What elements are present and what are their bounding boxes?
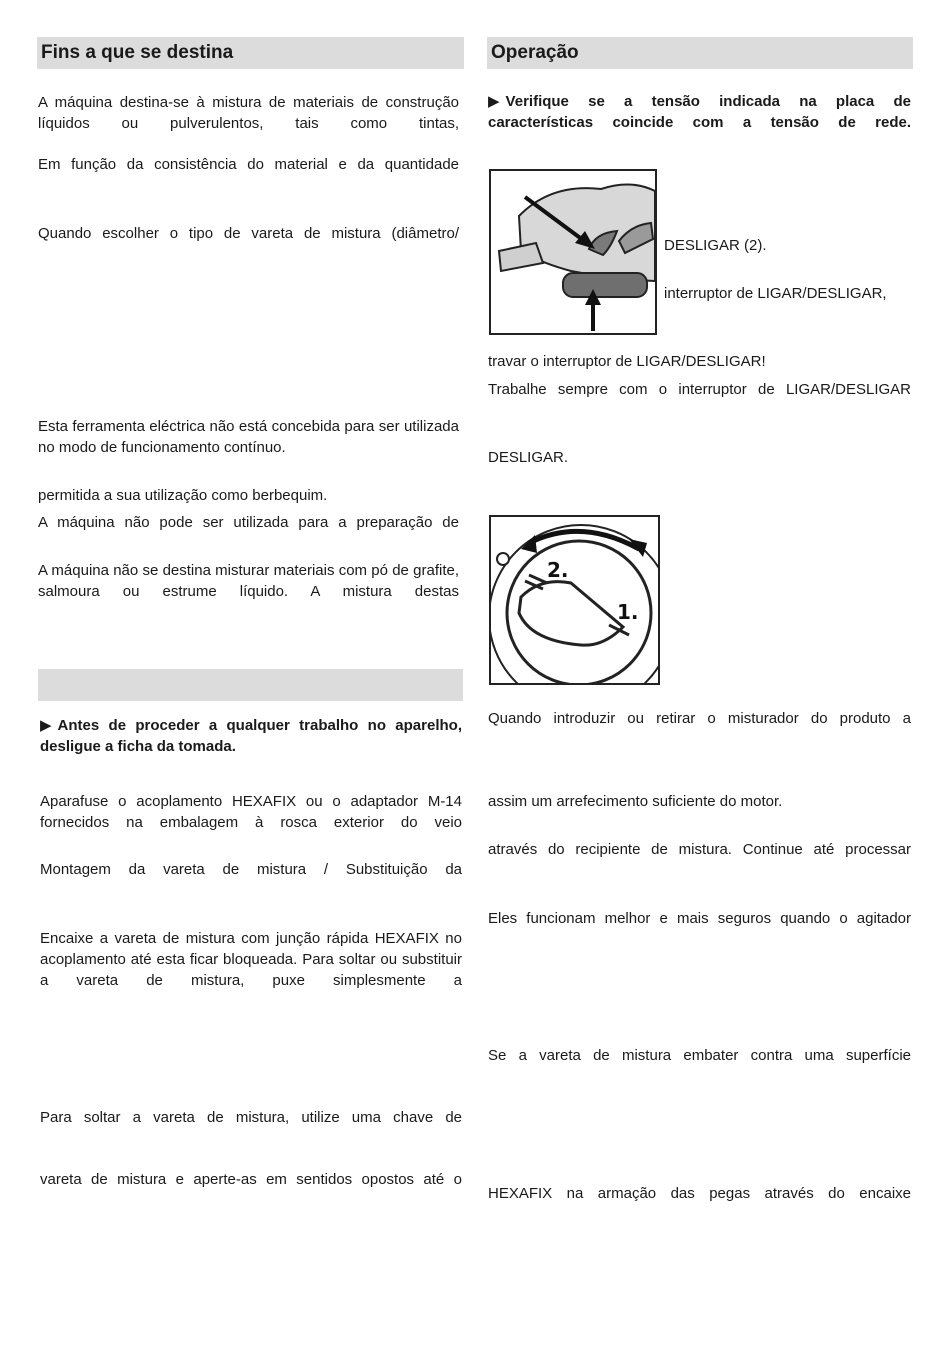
section-heading-blank (38, 669, 463, 701)
figure-caption: DESLIGAR (2). (664, 237, 767, 254)
paragraph: assim um arrefecimento suficiente do motor. (488, 793, 783, 810)
paragraph: Montagem da vareta de mistura / Substituição da (40, 861, 462, 878)
section-heading-purpose (37, 37, 464, 69)
paragraph: HEXAFIX na armação das pegas através do encaixe (488, 1185, 911, 1202)
warning-text: Verifique se a tensão indicada na placa de características coincide com a tensão de rede. (488, 93, 911, 131)
switch-illustration (489, 169, 657, 335)
heading-text: Operação (491, 42, 579, 63)
paragraph: Quando escolher o tipo de vareta de mistura (diâmetro/ (38, 225, 459, 242)
paragraph: Encaixe a vareta de mistura com junção rápida HEXAFIX no acoplamento até esta ficar bloqueada. Para soltar ou substituir a vareta de mistura, puxe simplesmente a (40, 930, 462, 989)
speed-dial-illustration (489, 515, 660, 685)
heading-text: Fins a que se destina (41, 42, 234, 63)
paragraph: Para soltar a vareta de mistura, utilize uma chave de (40, 1109, 462, 1126)
warning-text: Antes de proceder a qualquer trabalho no aparelho, desligue a ficha da tomada. (40, 717, 462, 755)
paragraph: A máquina não se destina misturar materiais com pó de grafite, salmoura ou estrume líquido. A mistura destas (38, 562, 459, 600)
figure-caption: interruptor de LIGAR/DESLIGAR, (664, 285, 887, 302)
speed-label-1: 1. (617, 600, 639, 624)
paragraph: vareta de mistura e aperte-as em sentidos opostos até o (40, 1171, 462, 1188)
paragraph: Em função da consistência do material e da quantidade (38, 156, 459, 173)
arrow-bullet-icon: ▶ (40, 717, 52, 734)
paragraph: Aparafuse o acoplamento HEXAFIX ou o adaptador M-14 fornecidos na embalagem à rosca exterior do veio (40, 793, 462, 831)
paragraph: Eles funcionam melhor e mais seguros quando o agitador (488, 910, 911, 927)
warning-paragraph (40, 715, 462, 757)
paragraph: através do recipiente de mistura. Continue até processar (488, 841, 911, 858)
paragraph: DESLIGAR. (488, 449, 569, 466)
switch-drawing-icon (491, 171, 655, 333)
paragraph: A máquina não pode ser utilizada para a preparação de (38, 514, 459, 531)
paragraph: Trabalhe sempre com o interruptor de LIGAR/DESLIGAR (488, 381, 911, 398)
speed-label-2: 2. (547, 558, 569, 582)
paragraph: A máquina destina-se à mistura de materiais de construção líquidos ou pulverulentos, tais como tintas, (38, 94, 459, 132)
paragraph: Esta ferramenta eléctrica não está concebida para ser utilizada no modo de funcionamento contínuo. (38, 418, 459, 456)
arrow-bullet-icon: ▶ (488, 93, 500, 110)
paragraph: travar o interruptor de LIGAR/DESLIGAR! (488, 353, 766, 370)
paragraph: Se a vareta de mistura embater contra uma superfície (488, 1047, 911, 1064)
section-heading-operation (487, 37, 913, 69)
speed-dial-drawing-icon (491, 517, 658, 683)
warning-paragraph (488, 91, 911, 133)
paragraph: permitida a sua utilização como berbequim. (38, 487, 328, 504)
paragraph: Quando introduzir ou retirar o misturador do produto a (488, 710, 911, 727)
